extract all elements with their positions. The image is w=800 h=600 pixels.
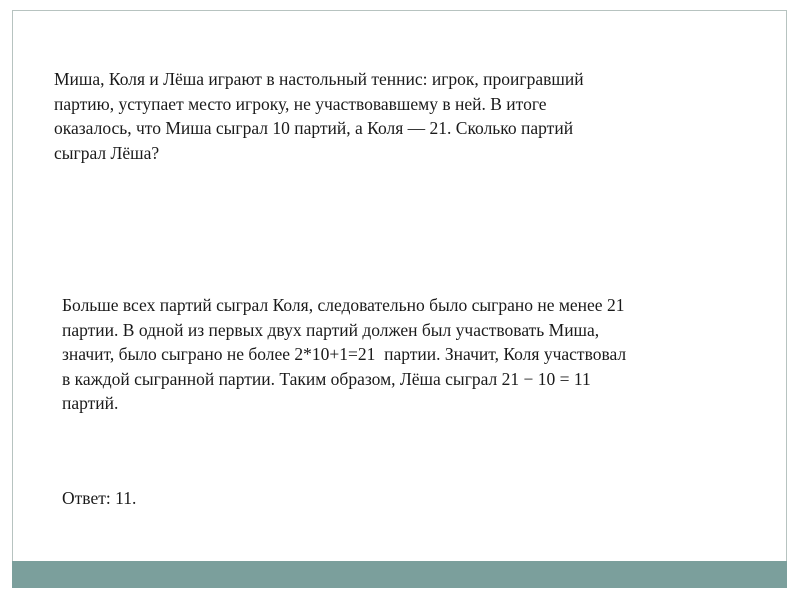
problem-line: сыграл Лёша?	[54, 142, 160, 163]
problem-line: оказалось, что Миша сыграл 10 партий, а Коля — 21. Сколько партий	[54, 118, 574, 138]
solution-line: в каждой сыгранной партии. Таким образом, Лёша сыграл 21 − 10 = 11	[62, 368, 591, 389]
problem-line: партию, уступает место игроку, не участвовавшему в ней. В итоге	[54, 93, 547, 114]
solution-line: партий.	[62, 393, 119, 413]
answer-text	[62, 486, 362, 511]
solution-text	[62, 293, 742, 416]
answer-line: Ответ: 11.	[62, 488, 137, 508]
problem-line: Миша, Коля и Лёша играют в настольный теннис: игрок, проигравший	[54, 69, 584, 89]
bottom-accent-bar	[12, 561, 787, 588]
problem-text	[54, 67, 704, 165]
solution-line: Больше всех партий сыграл Коля, следовательно было сыграно не менее 21	[62, 295, 625, 315]
solution-line: значит, было сыграно не более 2*10+1=21 партии. Значит, Коля участвовал	[62, 344, 627, 364]
solution-line: партии. В одной из первых двух партий должен был участвовать Миша,	[62, 319, 600, 340]
